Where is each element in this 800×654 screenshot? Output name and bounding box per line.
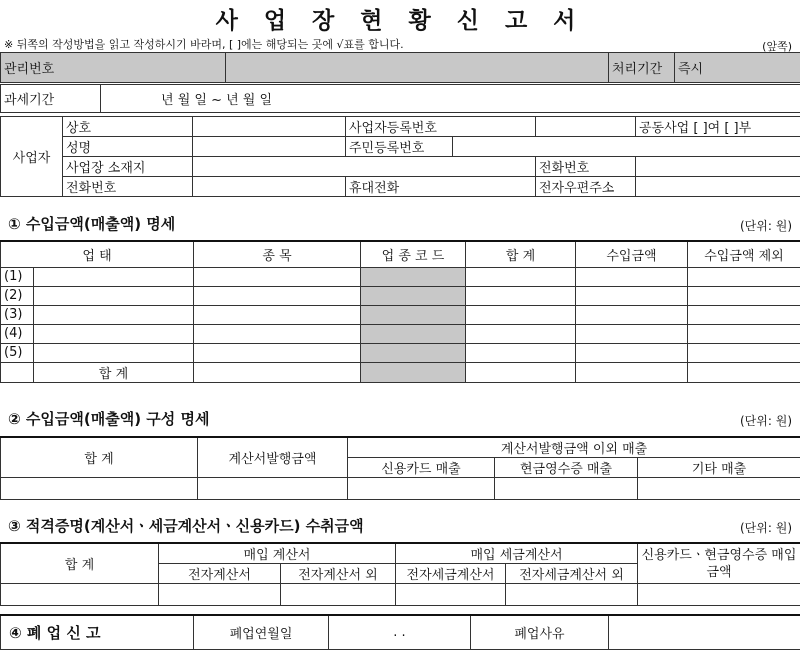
section2-title: ② 수입금액(매출액) 구성 명세 <box>8 410 210 428</box>
location-label: 사업장 소재지 <box>63 157 193 177</box>
joint-business-field[interactable]: 공동사업 [ ]여 [ ]부 <box>636 117 800 137</box>
tax-period-value[interactable]: 년 월 일 ~ 년 월 일 <box>101 85 800 113</box>
row-number: (5) <box>1 343 34 362</box>
total-label: 합 계 <box>34 362 194 382</box>
section1-unit: (단위: 원) <box>740 219 792 233</box>
col-business-type: 업 태 <box>1 241 194 267</box>
resident-no-label: 주민등록번호 <box>346 137 453 157</box>
name-label: 성명 <box>63 137 193 157</box>
section2-unit: (단위: 원) <box>740 414 792 428</box>
closure-date-label: 폐업연월일 <box>194 615 329 649</box>
phone-label: 전화번호 <box>536 157 636 177</box>
tax-period-table <box>0 84 800 113</box>
col-industry-code: 업 종 코 드 <box>361 241 466 267</box>
s2-cash-label: 현금영수증 매출 <box>495 458 638 478</box>
name-value[interactable] <box>193 137 346 157</box>
row-number: (4) <box>1 324 34 343</box>
form-title: 사 업 장 현 황 신 고 서 <box>215 8 585 34</box>
trade-name-value[interactable] <box>193 117 346 137</box>
resident-no-value[interactable] <box>453 137 800 157</box>
closure-reason-label: 폐업사유 <box>471 615 609 649</box>
biz-reg-no-value[interactable] <box>536 117 636 137</box>
section1-table <box>0 240 800 383</box>
s3-non-e-invoice: 전자계산서 외 <box>281 564 396 584</box>
s2-credit-label: 신용카드 매출 <box>348 458 495 478</box>
section4-table <box>0 614 800 650</box>
section1-title: ① 수입금액(매출액) 명세 <box>8 215 176 233</box>
s3-card-cash: 신용카드ㆍ현금영수증 매입금액 <box>638 543 800 584</box>
row-number: (2) <box>1 286 34 305</box>
closure-reason-value[interactable] <box>609 615 800 649</box>
mobile-label: 휴대전화 <box>346 177 536 197</box>
col-item: 종 목 <box>194 241 361 267</box>
phone2-label: 전화번호 <box>63 177 193 197</box>
s2-invoice-label: 계산서발행금액 <box>198 437 348 478</box>
phone2-value[interactable] <box>193 177 346 197</box>
col-revenue-excluded: 수입금액 제외 <box>688 241 800 267</box>
header-table <box>0 52 800 83</box>
col-revenue: 수입금액 <box>576 241 688 267</box>
s3-purchase-tax-invoice: 매입 세금계산서 <box>396 543 638 564</box>
row-number: (3) <box>1 305 34 324</box>
instruction-note: ※ 뒤쪽의 작성방법을 읽고 작성하시기 바라며, [ ]에는 해당되는 곳에 √표를 합니다. <box>4 38 404 51</box>
s3-purchase-invoice: 매입 계산서 <box>159 543 396 564</box>
s3-total-label: 합 계 <box>1 543 159 584</box>
s2-other-label: 계산서발행금액 이외 매출 <box>348 437 800 458</box>
front-page-marker: (앞쪽) <box>762 40 792 53</box>
s3-e-tax-invoice: 전자세금계산서 <box>396 564 506 584</box>
section3-unit: (단위: 원) <box>740 521 792 535</box>
section2-table <box>0 436 800 500</box>
mgmt-no-value[interactable] <box>226 53 609 83</box>
business-label: 사업자 <box>1 117 63 197</box>
s3-e-invoice: 전자계산서 <box>159 564 281 584</box>
location-value[interactable] <box>193 157 536 177</box>
phone-value[interactable] <box>636 157 800 177</box>
trade-name-label: 상호 <box>63 117 193 137</box>
email-label: 전자우편주소 <box>536 177 636 197</box>
row-number: (1) <box>1 267 34 286</box>
biz-reg-no-label: 사업자등록번호 <box>346 117 536 137</box>
s2-total-label: 합 계 <box>1 437 198 478</box>
business-table <box>0 116 800 197</box>
email-value[interactable] <box>636 177 800 197</box>
processing-value: 즉시 <box>675 53 800 83</box>
processing-label: 처리기간 <box>609 53 675 83</box>
closure-date-value[interactable]: . . <box>329 615 471 649</box>
section3-title: ③ 적격증명(계산서ㆍ세금계산서ㆍ신용카드) 수취금액 <box>8 517 364 535</box>
col-total: 합 계 <box>466 241 576 267</box>
section4-title: ④ 폐 업 신 고 <box>1 615 194 649</box>
s3-non-e-tax-invoice: 전자세금계산서 외 <box>506 564 638 584</box>
s2-etc-label: 기타 매출 <box>638 458 800 478</box>
section3-table <box>0 542 800 606</box>
mgmt-no-label: 관리번호 <box>1 53 226 83</box>
tax-period-label: 과세기간 <box>1 85 101 113</box>
